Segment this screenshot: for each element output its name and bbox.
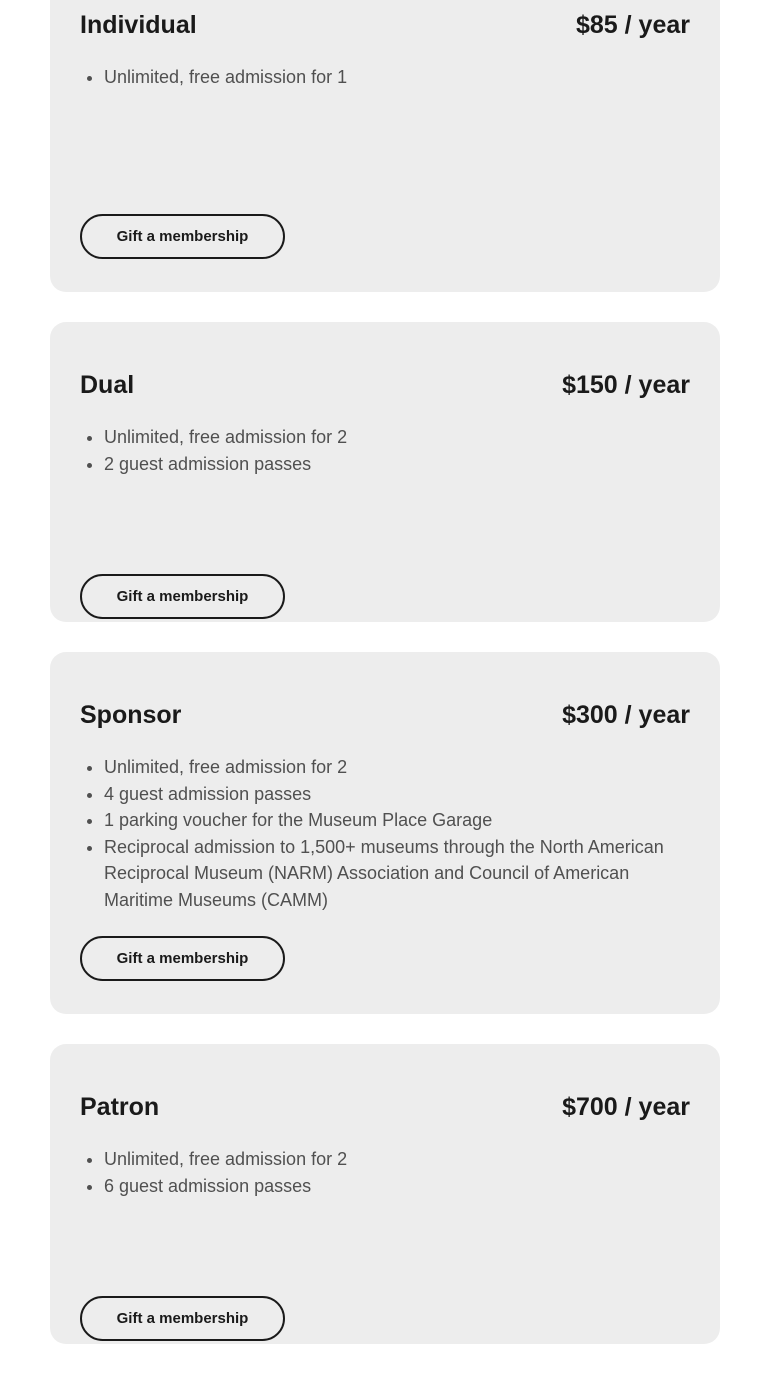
tier-price: $85 / year — [576, 10, 690, 39]
benefit-item: • Unlimited, free admission for 2 — [104, 1146, 690, 1173]
benefits-list — [80, 754, 690, 926]
tier-name: Dual — [80, 370, 135, 399]
benefit-item: • Unlimited, free admission for 2 — [104, 754, 690, 781]
benefits-list — [80, 1146, 690, 1286]
tier-name: Individual — [80, 10, 197, 39]
gift-membership-button[interactable]: Gift a membership — [80, 1296, 285, 1341]
benefit-item: • 1 parking voucher for the Museum Place Garage — [104, 807, 690, 834]
card-header — [80, 1090, 690, 1124]
benefit-item: • Unlimited, free admission for 1 — [104, 64, 690, 91]
card-header — [80, 8, 690, 42]
tier-price: $300 / year — [562, 700, 690, 729]
membership-list — [50, 0, 720, 1374]
gift-membership-button[interactable]: Gift a membership — [80, 574, 285, 619]
benefits-list — [80, 424, 690, 564]
benefit-item: • 4 guest admission passes — [104, 781, 690, 808]
card-header — [80, 698, 690, 732]
membership-card-individual — [50, 0, 720, 292]
tier-name: Patron — [80, 1092, 160, 1121]
benefit-item: • Reciprocal admission to 1,500+ museums through the North American Reciprocal Museum (NARM) Association and Council of American Maritime Museums (CAMM) — [104, 834, 690, 914]
membership-card-patron — [50, 1044, 720, 1344]
card-header — [80, 368, 690, 402]
tier-name: Sponsor — [80, 700, 182, 729]
membership-card-dual — [50, 322, 720, 622]
membership-card-sponsor — [50, 652, 720, 1014]
gift-membership-button[interactable]: Gift a membership — [80, 214, 285, 259]
benefits-list — [80, 64, 690, 204]
gift-membership-button[interactable]: Gift a membership — [80, 936, 285, 981]
benefit-item: • 2 guest admission passes — [104, 451, 690, 478]
tier-price: $700 / year — [562, 1092, 690, 1121]
benefit-item: • 6 guest admission passes — [104, 1173, 690, 1200]
benefit-item: • Unlimited, free admission for 2 — [104, 424, 690, 451]
tier-price: $150 / year — [562, 370, 690, 399]
